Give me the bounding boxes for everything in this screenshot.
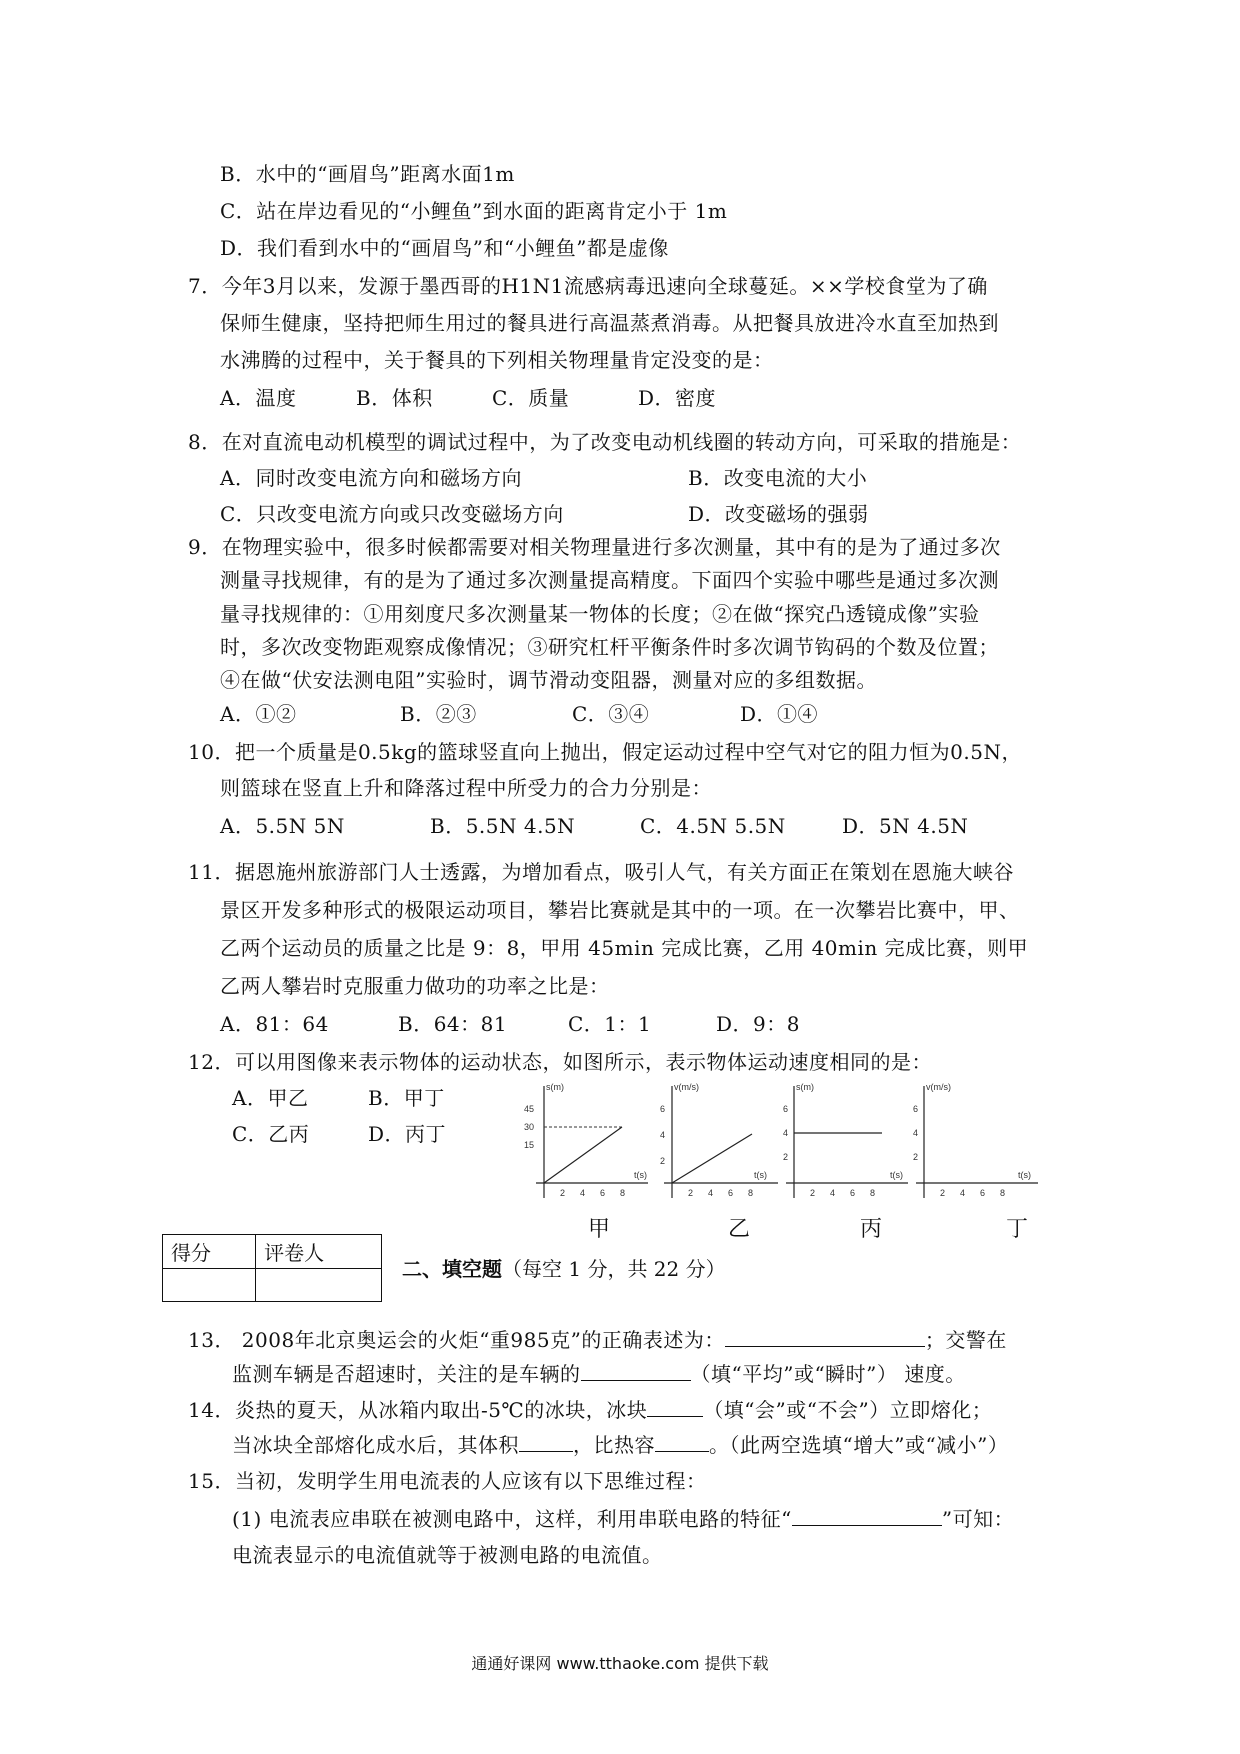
graph-yi-xtick-2: 2 <box>688 1188 694 1198</box>
graph-jia-ylabel: s(m) <box>546 1082 564 1092</box>
page-footer: 通通好课网 www.tthaoke.com 提供下载 <box>471 1654 769 1673</box>
graph-yi-xtick-8: 8 <box>748 1188 754 1198</box>
graph-yi-ytick-2: 2 <box>660 1156 666 1166</box>
q13-blank-1[interactable] <box>725 1326 925 1347</box>
graph-title-yi: 乙 <box>728 1217 751 1242</box>
q8-option-d: D．改变磁场的强弱 <box>688 502 869 526</box>
q12-option-c: C．乙丙 <box>232 1122 310 1146</box>
q15-line-2 <box>232 1505 1014 1533</box>
q9-option-a: A．①② <box>220 702 297 726</box>
graph-ding-xtick-2: 2 <box>940 1188 946 1198</box>
q10-line-1: 10．把一个质量是0.5kg的篮球竖直向上抛出，假定运动过程中空气对它的阻力恒为0.5N， <box>188 740 1022 764</box>
graph-bing-ytick-4: 4 <box>783 1128 789 1138</box>
q14-text-5: 。（此两空选填“增大”或“减小”） <box>709 1433 1009 1457</box>
graph-bing-xtick-8: 8 <box>870 1188 876 1198</box>
q10-option-a: A．5.5N 5N <box>220 814 345 838</box>
q14-blank-1[interactable] <box>647 1396 703 1417</box>
q10-option-c: C．4.5N 5.5N <box>640 814 786 838</box>
q11-line-2: 景区开发多种形式的极限运动项目，攀岩比赛就是其中的一项。在一次攀岩比赛中，甲、 <box>220 898 1020 922</box>
graph-ding-xtick-6: 6 <box>980 1188 986 1198</box>
graph-jia-xtick-4: 4 <box>580 1188 586 1198</box>
score-cell[interactable] <box>163 1268 256 1302</box>
graph-title-jia: 甲 <box>588 1217 611 1242</box>
score-table <box>162 1234 382 1302</box>
graph-title-bing: 丙 <box>860 1217 883 1242</box>
graph-ding <box>912 1078 1042 1208</box>
q13-text-1: 13． 2008年北京奥运会的火炬“重985克”的正确表述为： <box>188 1328 725 1352</box>
section-2-heading <box>402 1255 726 1283</box>
q9-option-c: C．③④ <box>572 702 650 726</box>
graph-jia-ytick-30: 30 <box>524 1122 535 1132</box>
graph-yi-xtick-4: 4 <box>708 1188 714 1198</box>
graph-yi-xtick-6: 6 <box>728 1188 734 1198</box>
q15-text-1: (1) 电流表应串联在被测电路中，这样，利用串联电路的特征“ <box>232 1507 792 1531</box>
q13-blank-2[interactable] <box>581 1360 691 1381</box>
q11-line-4: 乙两人攀岩时克服重力做功的功率之比是： <box>220 974 610 998</box>
graph-bing-xtick-4: 4 <box>830 1188 836 1198</box>
q12-option-b: B．甲丁 <box>368 1086 445 1110</box>
q14-line-2 <box>232 1431 1008 1459</box>
q14-line-1 <box>188 1396 992 1424</box>
q13-line-2 <box>232 1360 966 1388</box>
graph-ding-ytick-6: 6 <box>913 1104 919 1114</box>
graph-yi-ytick-4: 4 <box>660 1130 666 1140</box>
graph-jia-line <box>544 1127 622 1183</box>
graph-bing-xlabel: t(s) <box>890 1170 903 1180</box>
q9-line-2: 测量寻找规律，有的是为了通过多次测量提高精度。下面四个实验中哪些是通过多次测 <box>220 568 999 592</box>
q14-text-4: ，比热容 <box>573 1433 655 1457</box>
q13-line-1 <box>188 1326 1007 1354</box>
graph-yi-xlabel: t(s) <box>754 1170 767 1180</box>
graph-yi-ylabel: v(m/s) <box>674 1082 699 1092</box>
graph-ding-xtick-8: 8 <box>1000 1188 1006 1198</box>
graph-jia <box>522 1078 652 1208</box>
q11-option-c: C．1：1 <box>568 1012 652 1036</box>
q15-line-3: 电流表显示的电流值就等于被测电路的电流值。 <box>232 1543 663 1567</box>
q12-line-1: 12．可以用图像来表示物体的运动状态，如图所示，表示物体运动速度相同的是： <box>188 1050 932 1074</box>
q11-option-a: A．81：64 <box>220 1012 329 1036</box>
graph-bing <box>782 1078 912 1208</box>
q8-option-c: C．只改变电流方向或只改变磁场方向 <box>220 502 564 526</box>
q11-line-1: 11．据恩施州旅游部门人士透露，为增加看点，吸引人气，有关方面正在策划在恩施大峡谷 <box>188 860 1014 884</box>
q14-blank-3[interactable] <box>655 1431 709 1452</box>
graph-bing-ylabel: s(m) <box>796 1082 814 1092</box>
q7-option-d: D．密度 <box>638 386 717 410</box>
q13-text-2: ；交警在 <box>924 1328 1007 1352</box>
graph-ding-ylabel: v(m/s) <box>926 1082 951 1092</box>
graph-yi-ytick-6: 6 <box>660 1104 666 1114</box>
q9-option-b: B．②③ <box>400 702 477 726</box>
grader-cell[interactable] <box>256 1268 382 1302</box>
q7-line-2: 保师生健康，坚持把师生用过的餐具进行高温蒸煮消毒。从把餐具放进冷水直至加热到 <box>220 311 999 335</box>
q11-line-3: 乙两个运动员的质量之比是 9：8，甲用 45min 完成比赛，乙用 40min 完成比赛，则甲 <box>220 936 1029 960</box>
q13-text-4: （填“平均”或“瞬时”） 速度。 <box>690 1362 966 1386</box>
graph-jia-ytick-15: 15 <box>524 1140 535 1150</box>
section-2-title: 二、填空题 <box>402 1257 502 1281</box>
q7-line-3: 水沸腾的过程中，关于餐具的下列相关物理量肯定没变的是： <box>220 348 774 372</box>
q9-line-1: 9．在物理实验中，很多时候都需要对相关物理量进行多次测量，其中有的是为了通过多次 <box>188 535 1001 559</box>
q8-option-b: B．改变电流的大小 <box>688 466 868 490</box>
q14-blank-2[interactable] <box>519 1431 573 1452</box>
graph-ding-xtick-4: 4 <box>960 1188 966 1198</box>
graph-jia-xtick-2: 2 <box>560 1188 566 1198</box>
graph-ding-ytick-2: 2 <box>913 1152 919 1162</box>
graph-bing-ytick-6: 6 <box>783 1104 789 1114</box>
score-header-defen: 得分 <box>163 1235 256 1269</box>
section-2-note: （每空 1 分，共 22 分） <box>502 1257 726 1281</box>
q7-option-a: A．温度 <box>220 386 297 410</box>
q6-option-b: B．水中的“画眉鸟”距离水面1m <box>220 162 515 186</box>
q15-blank-1[interactable] <box>792 1505 942 1526</box>
graph-jia-xlabel: t(s) <box>634 1170 647 1180</box>
q7-option-c: C．质量 <box>492 386 570 410</box>
graph-title-ding: 丁 <box>1006 1217 1029 1242</box>
graph-ding-ytick-4: 4 <box>913 1128 919 1138</box>
q15-line-1: 15．当初，发明学生用电流表的人应该有以下思维过程： <box>188 1469 707 1493</box>
q8-line-1: 8．在对直流电动机模型的调试过程中，为了改变电动机线圈的转动方向，可采取的措施是： <box>188 430 1022 454</box>
q10-option-b: B．5.5N 4.5N <box>430 814 576 838</box>
q7-line-1: 7．今年3月以来，发源于墨西哥的H1N1流感病毒迅速向全球蔓延。××学校食堂为了确 <box>188 274 988 298</box>
q6-option-d: D．我们看到水中的“画眉鸟”和“小鲤鱼”都是虚像 <box>220 236 669 260</box>
q14-text-1: 14．炎热的夏天，从冰箱内取出-5℃的冰块，冰块 <box>188 1398 648 1422</box>
q9-line-5: ④在做“伏安法测电阻”实验时，调节滑动变阻器，测量对应的多组数据。 <box>220 668 877 692</box>
q14-text-2: （填“会”或“不会”）立即熔化； <box>703 1398 993 1422</box>
q9-line-4: 时，多次改变物距观察成像情况；③研究杠杆平衡条件时多次调节钩码的个数及位置； <box>220 635 999 659</box>
q11-option-d: D．9：8 <box>716 1012 800 1036</box>
graph-bing-ytick-2: 2 <box>783 1152 789 1162</box>
graph-jia-xtick-6: 6 <box>600 1188 606 1198</box>
graph-bing-xtick-2: 2 <box>810 1188 816 1198</box>
q12-option-d: D．丙丁 <box>368 1122 447 1146</box>
q7-option-b: B．体积 <box>356 386 433 410</box>
graph-yi <box>652 1078 782 1208</box>
q15-text-2: ”可知： <box>941 1507 1015 1531</box>
graph-jia-xtick-8: 8 <box>620 1188 626 1198</box>
q10-option-d: D．5N 4.5N <box>842 814 969 838</box>
graph-jia-ytick-45: 45 <box>524 1104 535 1114</box>
q10-line-2: 则篮球在竖直上升和降落过程中所受力的合力分别是： <box>220 776 712 800</box>
score-header-grader: 评卷人 <box>256 1235 382 1269</box>
q14-text-3: 当冰块全部熔化成水后，其体积 <box>232 1433 519 1457</box>
graph-bing-xtick-6: 6 <box>850 1188 856 1198</box>
q13-text-3: 监测车辆是否超速时，关注的是车辆的 <box>232 1362 581 1386</box>
q11-option-b: B．64：81 <box>398 1012 508 1036</box>
q8-option-a: A．同时改变电流方向和磁场方向 <box>220 466 522 490</box>
q9-option-d: D．①④ <box>740 702 819 726</box>
graph-yi-line <box>672 1134 752 1183</box>
q6-option-c: C．站在岸边看见的“小鲤鱼”到水面的距离肯定小于 1m <box>220 199 728 223</box>
graph-ding-xlabel: t(s) <box>1018 1170 1031 1180</box>
q12-option-a: A．甲乙 <box>232 1086 309 1110</box>
q9-line-3: 量寻找规律的：①用刻度尺多次测量某一物体的长度；②在做“探究凸透镜成像”实验 <box>220 602 980 626</box>
